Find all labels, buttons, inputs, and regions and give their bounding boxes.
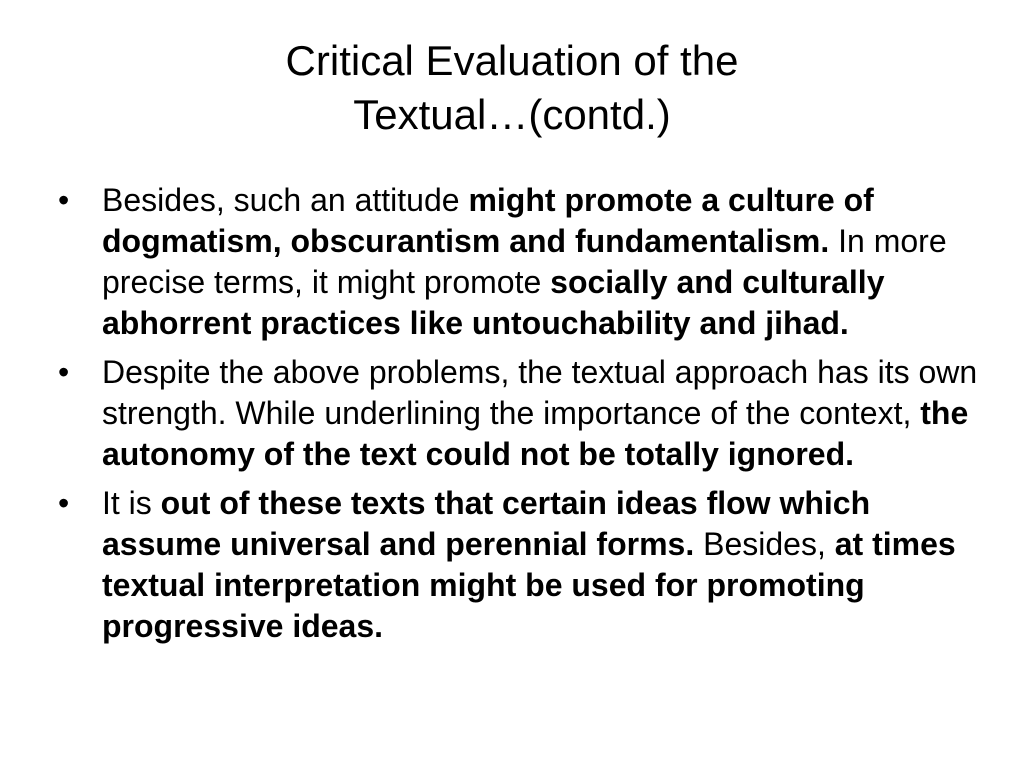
bullet-3-seg-4: at times textual interpretation might be used for promoting progressive ideas. [102,526,956,644]
bullet-icon: • [58,485,70,521]
bullet-list [58,180,978,655]
slide-title-line-1: Critical Evaluation of the [285,37,739,84]
slide-title-line-2: Textual…(contd.) [353,91,671,138]
bullet-item-1 [58,180,978,344]
bullet-1-seg-1: Besides, such an attitude [102,182,469,218]
bullet-3-seg-3: Besides, [694,526,835,562]
bullet-icon: • [58,354,70,390]
bullet-icon: • [58,182,70,218]
bullet-item-3 [58,483,978,647]
bullet-3-seg-2: out of these texts that certain ideas flow which assume universal and perennial forms. [102,485,871,562]
bullet-1-seg-4: socially and culturally abhorrent practices like untouchability and jihad. [102,264,885,341]
bullet-3-seg-1: It is [102,485,161,521]
bullet-item-2 [58,352,978,475]
bullet-1-seg-2: might promote a culture of dogmatism, obscurantism and fundamentalism. [102,182,874,259]
bullet-2-seg-1: Despite the above problems, the textual approach has its own strength. While underlining the importance of the context, [102,354,978,431]
bullet-1-seg-3: In more precise terms, it might promote [102,223,947,300]
bullet-2-seg-2: the autonomy of the text could not be totally ignored. [102,395,969,472]
slide-title [60,34,964,142]
